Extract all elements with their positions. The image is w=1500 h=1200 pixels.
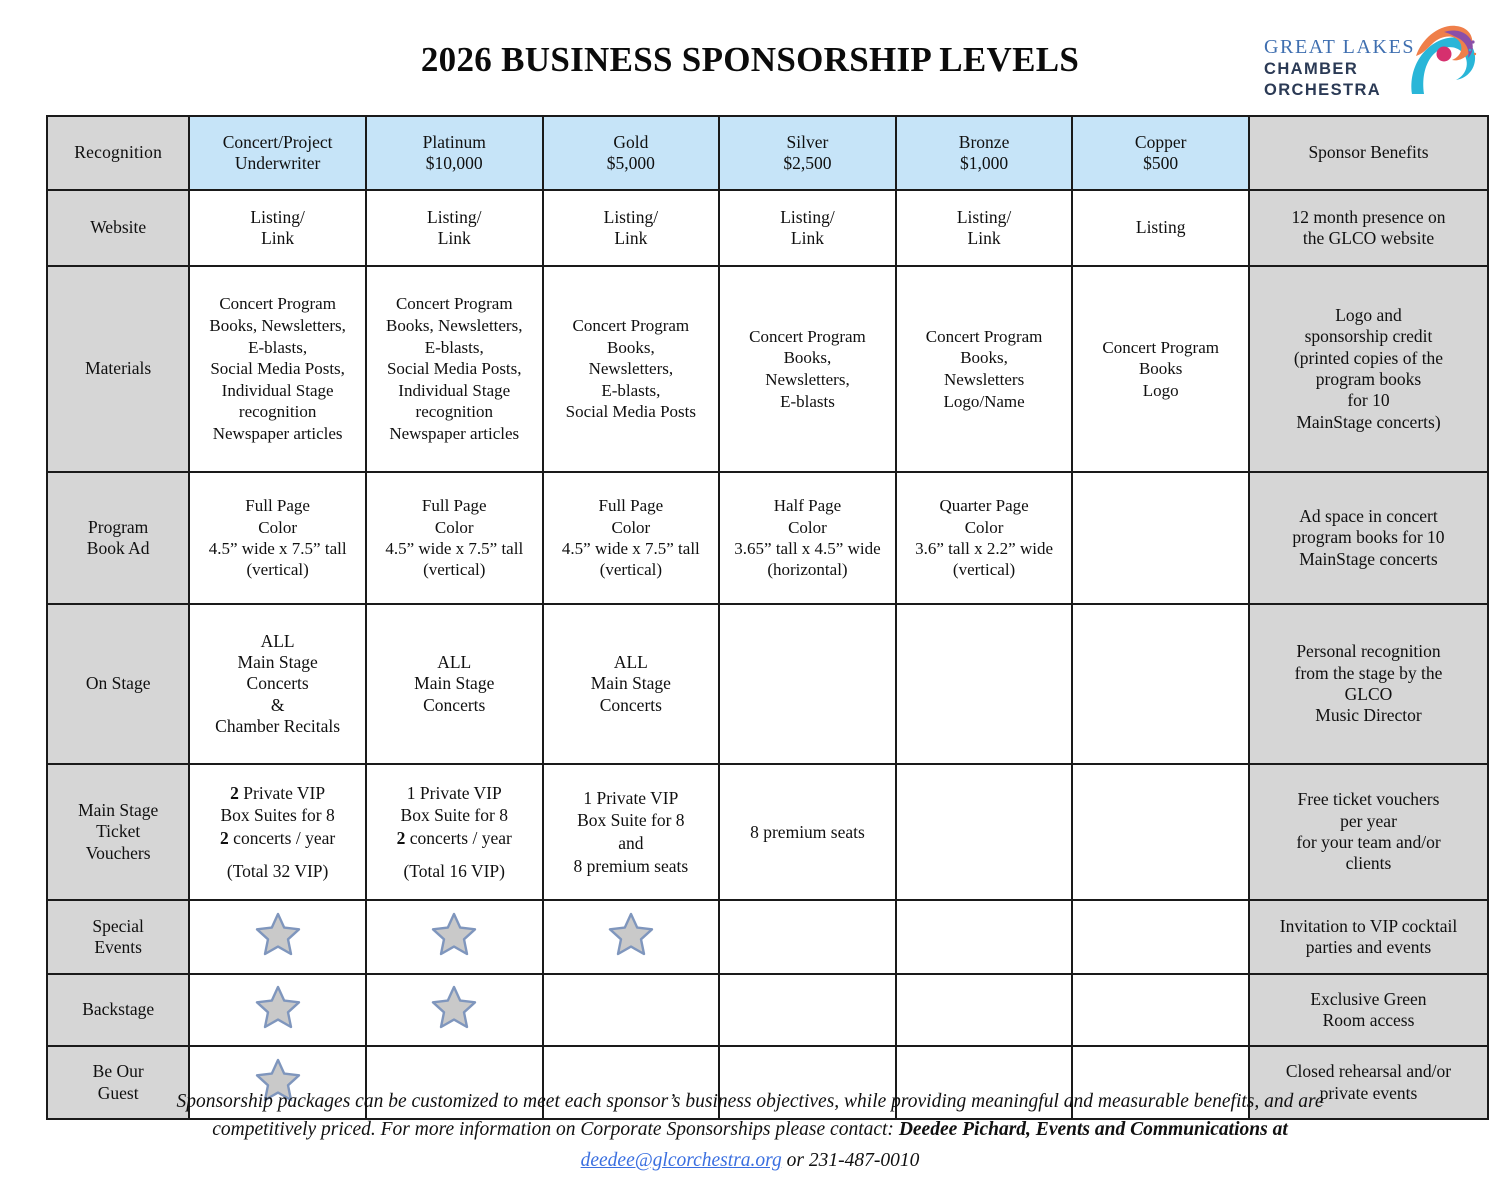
logo-line-great-lakes: GREAT LAKES: [1264, 36, 1416, 58]
cell-vouchers-gold: 1 Private VIP Box Suite for 8 and 8 premium seats: [543, 764, 720, 900]
cell-backstage-underwriter: [189, 974, 366, 1046]
table-row-ticket-vouchers: [47, 764, 1488, 900]
vouchers-underwriter-total: (Total 32 VIP): [226, 860, 329, 881]
cell-special-platinum: [366, 900, 543, 974]
header-underwriter-line2: Underwriter: [234, 153, 321, 173]
footer-line-2-text: competitively priced. For more information on Corporate Sponsorships please contact:: [212, 1119, 899, 1141]
header-silver-price: $2,500: [783, 153, 832, 173]
star-icon: [254, 911, 302, 957]
vouchers-underwriter-line1-rest: Private VIP: [238, 782, 326, 803]
row-label-special-events: Special Events: [47, 900, 189, 974]
footer-phone-prefix: or: [781, 1149, 809, 1171]
cell-special-benefit: Invitation to VIP cocktail parties and events: [1249, 900, 1488, 974]
cell-backstage-bronze: [896, 974, 1073, 1046]
cell-materials-platinum: Concert Program Books, Newsletters, E-blasts, Social Media Posts, Individual Stage recognition Newspaper articles: [366, 266, 543, 472]
cell-special-copper: [1072, 900, 1249, 974]
footer-line-3: [70, 1147, 1430, 1175]
header-level-bronze: [896, 116, 1073, 190]
row-label-on-stage: On Stage: [47, 604, 189, 764]
sponsorship-levels-table: [46, 115, 1489, 1120]
cell-guest-benefit: Closed rehearsal and/or private events: [1249, 1046, 1488, 1119]
cell-ad-copper: [1072, 472, 1249, 604]
header-platinum-price: $10,000: [425, 153, 483, 173]
header-underwriter-line1: Concert/Project: [222, 131, 333, 152]
vouchers-underwriter-line3-rest: concerts / year: [228, 828, 336, 848]
cell-website-benefit: 12 month presence on the GLCO website: [1249, 190, 1488, 266]
cell-special-silver: [719, 900, 896, 974]
header-bronze-price: $1,000: [960, 153, 1009, 173]
footer-line-2: [70, 1116, 1430, 1144]
star-icon: [254, 984, 302, 1030]
header-gold-name: Gold: [613, 131, 649, 152]
vouchers-underwriter-concert-count: 2: [220, 828, 229, 848]
cell-materials-benefit: Logo and sponsorship credit (printed copies of the program books for 10 MainStage concerts): [1249, 266, 1488, 472]
cell-ad-platinum: Full Page Color 4.5” wide x 7.5” tall (vertical): [366, 472, 543, 604]
cell-ad-benefit: Ad space in concert program books for 10 MainStage concerts: [1249, 472, 1488, 604]
cell-materials-copper: Concert Program Books Logo: [1072, 266, 1249, 472]
table-row-program-book-ad: [47, 472, 1488, 604]
cell-onstage-silver: [719, 604, 896, 764]
cell-backstage-copper: [1072, 974, 1249, 1046]
table-row-special-events: [47, 900, 1488, 974]
star-icon: [430, 911, 478, 957]
header-platinum-name: Platinum: [422, 131, 486, 152]
vouchers-platinum-line1: 1 Private VIP: [406, 782, 502, 803]
row-label-materials: Materials: [47, 266, 189, 472]
wave-swirl-icon: [1382, 16, 1478, 104]
header-copper-name: Copper: [1134, 131, 1187, 152]
header-gold-price: $5,000: [606, 153, 655, 173]
cell-materials-silver: Concert Program Books, Newsletters, E-blasts: [719, 266, 896, 472]
header-recognition: Recognition: [47, 116, 189, 190]
header-bronze-name: Bronze: [958, 131, 1010, 152]
cell-onstage-gold: ALL Main Stage Concerts: [543, 604, 720, 764]
header-level-silver: [719, 116, 896, 190]
vouchers-underwriter-suite-count: 2: [230, 782, 239, 803]
table-header-row: [47, 116, 1488, 190]
contact-email-link[interactable]: deedee@glcorchestra.org: [580, 1149, 782, 1171]
sponsorship-table-container: [46, 115, 1489, 1120]
cell-onstage-benefit: Personal recognition from the stage by the GLCO Music Director: [1249, 604, 1488, 764]
cell-ad-bronze: Quarter Page Color 3.6” tall x 2.2” wide (vertical): [896, 472, 1073, 604]
footer-contact-name: Deedee Pichard, Events and Communications at: [898, 1119, 1288, 1141]
cell-vouchers-platinum: [366, 764, 543, 900]
cell-backstage-benefit: Exclusive Green Room access: [1249, 974, 1488, 1046]
header-sponsor-benefits: Sponsor Benefits: [1249, 116, 1488, 190]
cell-onstage-bronze: [896, 604, 1073, 764]
cell-ad-underwriter: Full Page Color 4.5” wide x 7.5” tall (vertical): [189, 472, 366, 604]
cell-onstage-underwriter: ALL Main Stage Concerts & Chamber Recitals: [189, 604, 366, 764]
table-row-materials: [47, 266, 1488, 472]
cell-ad-gold: Full Page Color 4.5” wide x 7.5” tall (vertical): [543, 472, 720, 604]
footer-note: [70, 1088, 1430, 1175]
contact-phone: 231-487-0010: [808, 1149, 920, 1171]
cell-backstage-platinum: [366, 974, 543, 1046]
vouchers-underwriter-line2: Box Suites for 8: [220, 805, 335, 826]
vouchers-platinum-concert-count: 2: [396, 828, 406, 848]
row-label-website: Website: [47, 190, 189, 266]
header-level-copper: [1072, 116, 1249, 190]
vouchers-platinum-line3-rest: concerts / year: [405, 828, 512, 848]
star-icon: [607, 911, 655, 957]
table-row-backstage: [47, 974, 1488, 1046]
table-row-website: [47, 190, 1488, 266]
cell-website-silver: Listing/ Link: [719, 190, 896, 266]
table-row-on-stage: [47, 604, 1488, 764]
row-label-be-our-guest: Be Our Guest: [47, 1046, 189, 1119]
vouchers-platinum-line2: Box Suite for 8: [400, 805, 508, 826]
cell-special-underwriter: [189, 900, 366, 974]
cell-special-bronze: [896, 900, 1073, 974]
page-header: [0, 0, 1500, 108]
cell-website-platinum: Listing/ Link: [366, 190, 543, 266]
cell-website-underwriter: Listing/ Link: [189, 190, 366, 266]
cell-onstage-copper: [1072, 604, 1249, 764]
cell-vouchers-silver: 8 premium seats: [719, 764, 896, 900]
cell-vouchers-underwriter: [189, 764, 366, 900]
cell-vouchers-bronze: [896, 764, 1073, 900]
cell-ad-silver: Half Page Color 3.65” tall x 4.5” wide (horizontal): [719, 472, 896, 604]
cell-backstage-silver: [719, 974, 896, 1046]
header-level-gold: [543, 116, 720, 190]
page-title: 2026 BUSINESS SPONSORSHIP LEVELS: [420, 40, 1080, 79]
header-silver-name: Silver: [786, 131, 829, 152]
footer-line-1: Sponsorship packages can be customized to meet each sponsor’s business objectives, while providing meaningful and measurable benefits, and are: [176, 1091, 1324, 1112]
cell-vouchers-copper: [1072, 764, 1249, 900]
vouchers-platinum-total: (Total 16 VIP): [403, 860, 505, 881]
cell-materials-bronze: Concert Program Books, Newsletters Logo/Name: [896, 266, 1073, 472]
header-copper-price: $500: [1143, 153, 1179, 173]
cell-website-bronze: Listing/ Link: [896, 190, 1073, 266]
row-label-program-book-ad: Program Book Ad: [47, 472, 189, 604]
cell-materials-underwriter: Concert Program Books, Newsletters, E-blasts, Social Media Posts, Individual Stage recognition Newspaper articles: [189, 266, 366, 472]
star-icon: [430, 984, 478, 1030]
organization-logo: [1252, 16, 1482, 104]
cell-vouchers-benefit: Free ticket vouchers per year for your team and/or clients: [1249, 764, 1488, 900]
cell-onstage-platinum: ALL Main Stage Concerts: [366, 604, 543, 764]
logo-line-chamber-orchestra: CHAMBER ORCHESTRA: [1264, 60, 1382, 100]
cell-special-gold: [543, 900, 720, 974]
row-label-ticket-vouchers: Main Stage Ticket Vouchers: [47, 764, 189, 900]
header-level-underwriter: [189, 116, 366, 190]
cell-materials-gold: Concert Program Books, Newsletters, E-blasts, Social Media Posts: [543, 266, 720, 472]
cell-website-copper: Listing: [1072, 190, 1249, 266]
cell-backstage-gold: [543, 974, 720, 1046]
cell-website-gold: Listing/ Link: [543, 190, 720, 266]
header-level-platinum: [366, 116, 543, 190]
row-label-backstage: Backstage: [47, 974, 189, 1046]
